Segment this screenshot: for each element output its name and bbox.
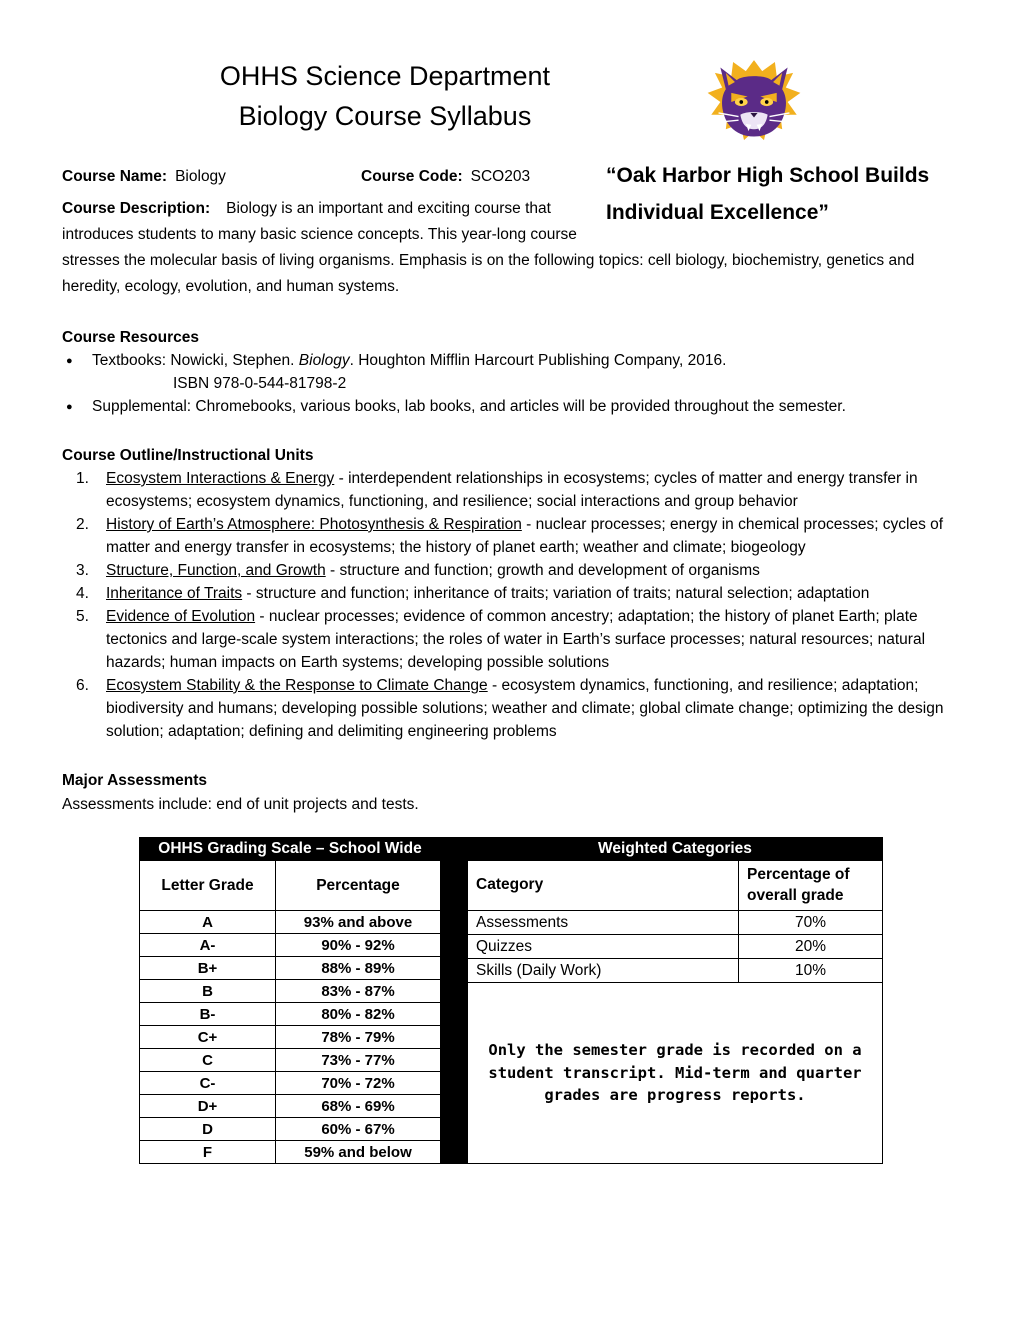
bullet-icon: ● [66, 401, 73, 413]
unit-item-2 [62, 513, 958, 559]
course-description-text: Biology is an important and exciting course that introduces students to many basic science concepts. This year-long course stresses the molecular basis of living organisms. Emphasis is on the following topics: cell biology, biochemistry, genetics and heredity, ecology, evolution, and human systems. [62, 200, 915, 295]
grade-row [140, 1118, 441, 1141]
letter-grade-cell: B+ [140, 957, 276, 980]
letter-grade-cell: C- [140, 1072, 276, 1095]
unit-item-6 [62, 674, 958, 743]
unit-text: - structure and function; inheritance of traits; variation of traits; natural selection; adaptation [242, 585, 870, 602]
unit-number: 3. [76, 562, 89, 579]
weight-cell: 10% [739, 959, 883, 983]
course-name-pair [62, 168, 361, 186]
unit-number: 2. [76, 516, 89, 533]
unit-number: 1. [76, 470, 89, 487]
unit-text: - nuclear processes; energy in chemical processes; cycles of matter and energy transfer in ecosystems; the history of planet earth; weather and climate; biogeology [106, 516, 944, 556]
percentage-cell: 88% - 89% [276, 957, 441, 980]
unit-text: - ecosystem dynamics, functioning, and resilience; adaptation; biodiversity and humans; developing possible solutions; weather and climate; global climate change; optimizing the design solution; adaptation; defining and delimiting engineering problems [106, 677, 944, 740]
textbook-text-suffix: . Houghton Mifflin Harcourt Publishing Company, 2016. [349, 352, 727, 369]
grade-row [140, 1003, 441, 1026]
grade-row [140, 911, 441, 934]
outline-heading: Course Outline/Instructional Units [62, 447, 314, 464]
grade-row [140, 934, 441, 957]
course-code-label: Course Code: [361, 168, 463, 185]
grade-row [140, 1095, 441, 1118]
unit-title: Structure, Function, and Growth [106, 562, 326, 579]
textbook-item [62, 349, 958, 372]
bullet-icon: ● [66, 355, 73, 367]
note-row [468, 983, 883, 1164]
overall-grade-header: Percentage of overall grade [739, 861, 883, 911]
unit-item-4 [62, 582, 958, 605]
letter-grade-header: Letter Grade [140, 861, 276, 911]
category-cell: Assessments [468, 911, 739, 935]
column-header-row [140, 861, 441, 911]
grade-row [140, 1072, 441, 1095]
unit-item-5 [62, 605, 958, 674]
logo-wrap [606, 56, 962, 153]
weight-cell: 20% [739, 935, 883, 959]
grading-scale-table [139, 837, 441, 1164]
weight-cell: 70% [739, 911, 883, 935]
weighted-categories-title: Weighted Categories [468, 838, 883, 861]
unit-title: Evidence of Evolution [106, 608, 256, 625]
letter-grade-cell: D [140, 1118, 276, 1141]
unit-text: - interdependent relationships in ecosystems; cycles of matter and energy transfer in ecosystems; ecosystem dynamics, functioning, and resilience; social interactions and group behavior [106, 470, 918, 510]
supplemental-item [62, 395, 958, 418]
unit-item-1 [62, 467, 958, 513]
percentage-cell: 59% and below [276, 1141, 441, 1164]
category-header: Category [468, 861, 739, 911]
table-title-row [140, 838, 441, 861]
grading-scale-title: OHHS Grading Scale – School Wide [140, 838, 441, 861]
school-header [606, 56, 962, 231]
category-row [468, 959, 883, 983]
unit-title: History of Earth’s Atmosphere: Photosynthesis & Respiration [106, 516, 522, 533]
assessments-text: Assessments include: end of unit projects and tests. [62, 796, 419, 813]
course-name-label: Course Name: [62, 168, 168, 185]
weighted-categories-table [467, 837, 883, 1164]
school-motto [606, 157, 962, 231]
course-name-value: Biology [175, 168, 226, 185]
percentage-cell: 70% - 72% [276, 1072, 441, 1095]
letter-grade-cell: B- [140, 1003, 276, 1026]
unit-text: - structure and function; growth and development of organisms [325, 562, 760, 579]
textbook-title: Biology [298, 352, 350, 369]
percentage-cell: 80% - 82% [276, 1003, 441, 1026]
letter-grade-cell: A [140, 911, 276, 934]
table-title-row [468, 838, 883, 861]
letter-grade-cell: A- [140, 934, 276, 957]
supplemental-text: Supplemental: Chromebooks, various books, lab books, and articles will be provided throughout the semester. [92, 398, 846, 415]
letter-grade-cell: C+ [140, 1026, 276, 1049]
percentage-header: Percentage [276, 861, 441, 911]
percentage-cell: 93% and above [276, 911, 441, 934]
percentage-cell: 78% - 79% [276, 1026, 441, 1049]
category-cell: Skills (Daily Work) [468, 959, 739, 983]
course-code-value: SCO203 [470, 168, 531, 185]
resources-heading: Course Resources [62, 329, 199, 346]
grade-row [140, 957, 441, 980]
motto-line-1: “Oak Harbor High School Builds [606, 164, 930, 187]
grade-row [140, 980, 441, 1003]
wildcat-logo-icon [704, 56, 804, 148]
document-subtitle: Biology Course Syllabus [238, 101, 532, 131]
percentage-cell: 90% - 92% [276, 934, 441, 957]
note-cell [468, 983, 883, 1164]
percentage-cell: 60% - 67% [276, 1118, 441, 1141]
category-row [468, 935, 883, 959]
unit-number: 6. [76, 677, 89, 694]
letter-grade-cell: D+ [140, 1095, 276, 1118]
letter-grade-cell: C [140, 1049, 276, 1072]
percentage-cell: 83% - 87% [276, 980, 441, 1003]
transcript-note: Only the semester grade is recorded on a student transcript. Mid-term and quarter grades are progress reports. [488, 1041, 862, 1105]
course-code-pair [361, 168, 530, 185]
unit-title: Inheritance of Traits [106, 585, 243, 602]
assessments-heading: Major Assessments [62, 772, 208, 789]
textbook-text-prefix: Textbooks: Nowicki, Stephen. [92, 352, 299, 369]
grade-row [140, 1141, 441, 1164]
letter-grade-cell: F [140, 1141, 276, 1164]
unit-number: 5. [76, 608, 89, 625]
unit-item-3 [62, 559, 958, 582]
grade-row [140, 1049, 441, 1072]
category-row [468, 911, 883, 935]
unit-text: - nuclear processes; evidence of common ancestry; adaptation; the history of planet Earth; plate tectonics and large-scale system interactions; the roles of water in Earth’s surface processes; natural resources; natural hazards; human impacts on Earth systems; developing possible solutions [106, 608, 926, 671]
motto-line-2: Individual Excellence” [606, 201, 829, 224]
isbn-line: ISBN 978-0-544-81798-2 [173, 375, 347, 392]
column-header-row [468, 861, 883, 911]
percentage-cell: 68% - 69% [276, 1095, 441, 1118]
tables-region [139, 837, 958, 1164]
course-description-label: Course Description: [62, 200, 211, 217]
letter-grade-cell: B [140, 980, 276, 1003]
grade-row [140, 1026, 441, 1049]
document-title: OHHS Science Department [219, 61, 551, 91]
table-divider-strip [441, 837, 467, 1164]
unit-title: Ecosystem Interactions & Energy [106, 470, 335, 487]
percentage-cell: 73% - 77% [276, 1049, 441, 1072]
unit-number: 4. [76, 585, 89, 602]
unit-title: Ecosystem Stability & the Response to Climate Change [106, 677, 488, 694]
category-cell: Quizzes [468, 935, 739, 959]
